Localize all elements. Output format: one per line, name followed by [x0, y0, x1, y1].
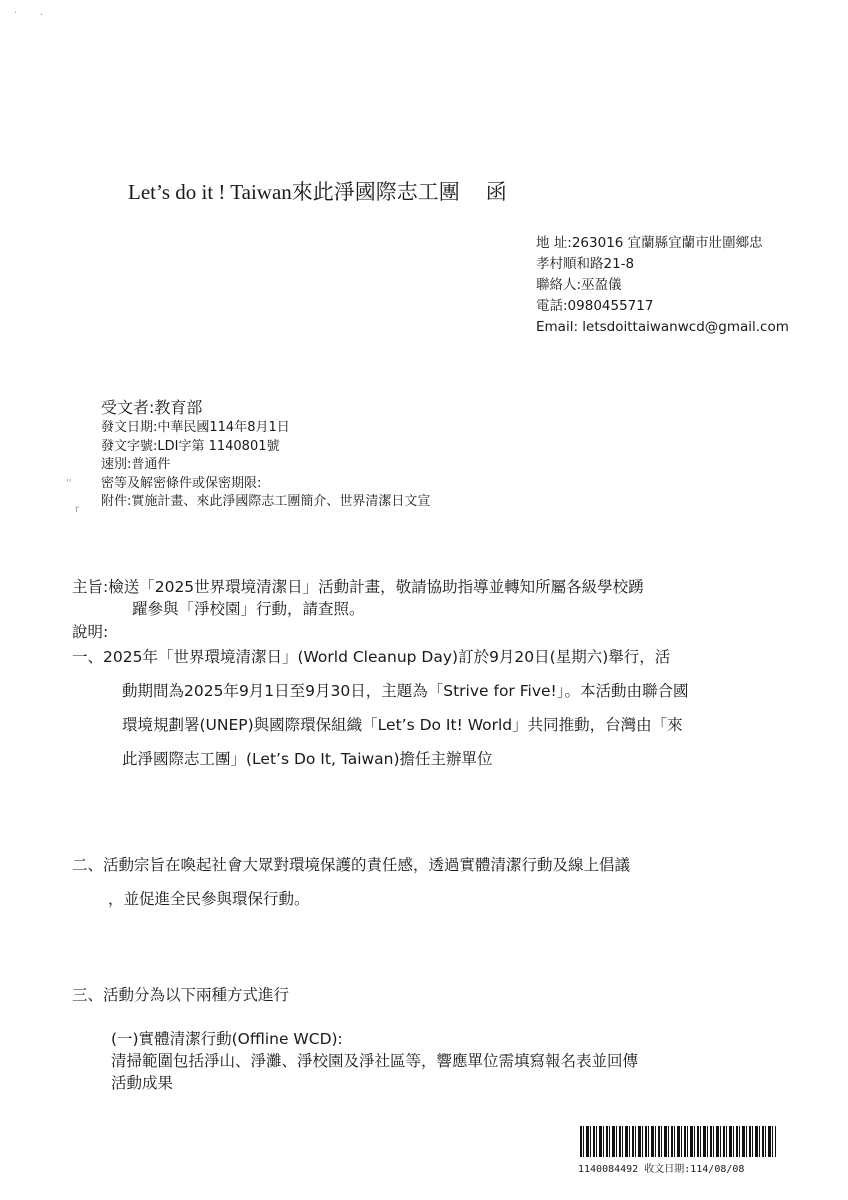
subsection-1-line-1: 清掃範圍包括淨山、淨灘、淨校園及淨社區等，響應單位需填寫報名表並回傳: [111, 1052, 639, 1070]
phone: 電話:0980455717: [536, 298, 654, 314]
purpose-line-1: 主旨:檢送「2025世界環境清潔日」活動計畫，敬請協助指導並轉知所屬各級學校踴: [72, 578, 644, 596]
org-name: Let’s do it ! Taiwan來此淨國際志工團: [128, 180, 460, 204]
contact-person: 聯絡人:巫盈儀: [536, 277, 622, 293]
recipient: 受文者:教育部: [101, 398, 203, 417]
issue-number: 發文字號:LDI字第 1140801號: [101, 438, 280, 454]
scan-speck: ·: [40, 10, 44, 21]
scan-speck: ·: [14, 8, 18, 19]
secrecy: 密等及解密條件或保密期限:: [101, 475, 262, 491]
section-1-line-3: 環境規劃署(UNEP)與國際環保組織「Let’s Do It! World」共同推動，台灣由「來: [122, 716, 683, 734]
section-2: [72, 848, 630, 916]
subsection-1-heading: (一)實體清潔行動(Offline WCD):: [111, 1030, 343, 1048]
document-meta: [101, 397, 430, 512]
delivery-speed: 速別:普通件: [101, 457, 171, 472]
section-1-line-1: 一、2025年「世界環境清潔日」(World Cleanup Day)訂於9月20日(星期六)舉行，活: [72, 648, 671, 666]
barcode: [580, 1126, 776, 1157]
receipt-stamp: 1140084492 收文日期:114/08/08: [578, 1164, 745, 1175]
section-1: [72, 640, 689, 776]
section-2-line-1: 二、活動宗旨在喚起社會大眾對環境保護的責任感，透過實體清潔行動及線上倡議: [72, 856, 631, 874]
purpose-line-2: 躍參與「淨校園」行動，請查照。: [132, 600, 365, 618]
section-2-line-2: ，並促進全民參與環保行動。: [108, 890, 310, 908]
issue-date: 發文日期:中華民國114年8月1日: [101, 420, 290, 435]
section-1-line-4: 此淨國際志工團」(Let’s Do It, Taiwan)擔任主辦單位: [122, 750, 493, 768]
sender-info: [536, 233, 789, 338]
scan-speck: r: [75, 504, 80, 515]
document-title: [128, 176, 507, 206]
subsection-1-line-2: 活動成果: [111, 1074, 174, 1092]
scan-speck: '': [66, 478, 72, 489]
address-line-2: 孝村順和路21-8: [536, 256, 635, 272]
section-3: 三、活動分為以下兩種方式進行: [72, 986, 290, 1004]
section-1-line-2: 動期間為2025年9月1日至9月30日，主題為「Strive for Five!」。本活動由聯合國: [122, 682, 689, 700]
explain-label: 說明:: [72, 623, 109, 641]
attachments: 附件:實施計畫、來此淨國際志工團簡介、世界清潔日文宣: [101, 494, 431, 509]
subsection-1: [111, 1028, 638, 1094]
doc-type: 函: [485, 180, 507, 204]
email: Email: letsdoittaiwanwcd@gmail.com: [536, 319, 789, 335]
purpose: [72, 576, 644, 620]
address-line-1: 地 址:263016 宜蘭縣宜蘭市壯圍鄉忠: [536, 235, 763, 251]
